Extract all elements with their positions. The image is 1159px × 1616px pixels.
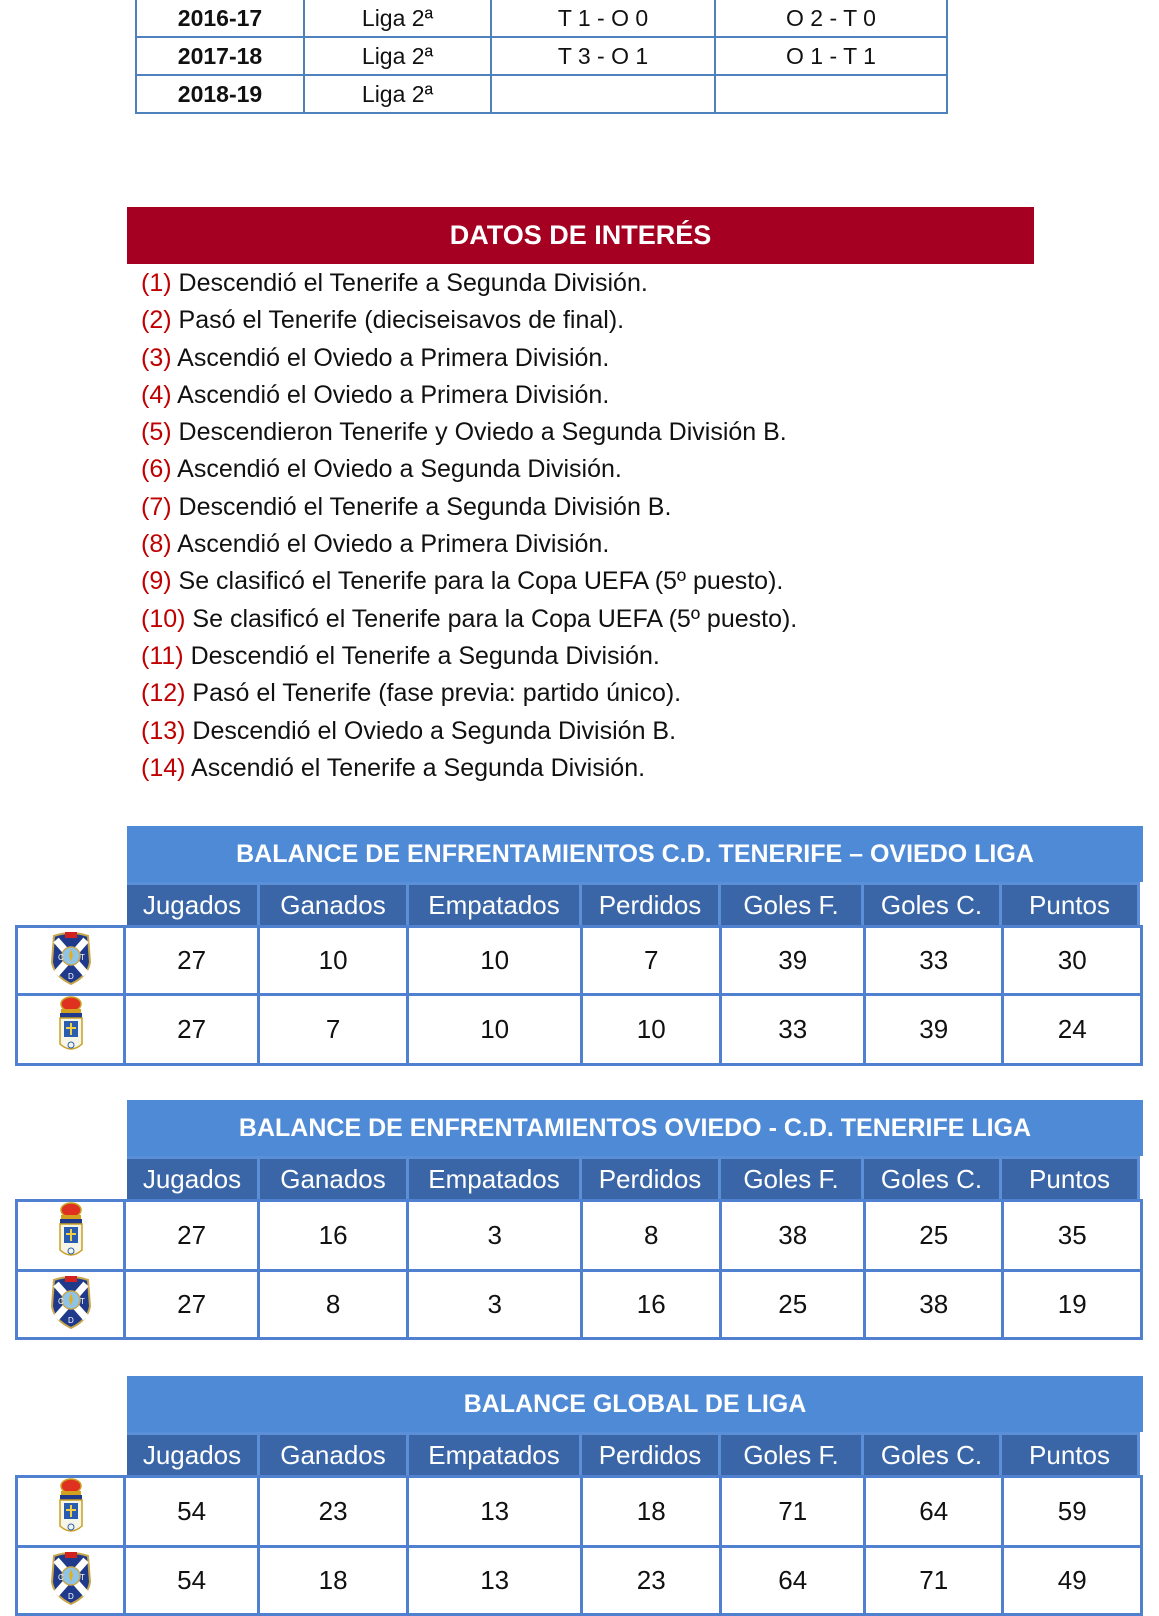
balance-value: 33 [864, 927, 1002, 995]
column-header: Jugados [127, 1432, 260, 1475]
balance-value: 23 [258, 1477, 408, 1547]
note-number: (7) [141, 492, 172, 521]
balance-value: 27 [125, 927, 258, 995]
home-result-cell [491, 75, 715, 113]
note-text: Ascendió el Oviedo a Primera División. [177, 380, 610, 409]
svg-text:C: C [57, 953, 64, 962]
column-header: Perdidos [582, 1432, 721, 1475]
note-item [141, 713, 797, 750]
note-item [141, 414, 797, 451]
seasons-table [135, 0, 948, 114]
note-item [141, 302, 797, 339]
note-text: Pasó el Tenerife (dieciseisavos de final). [178, 306, 625, 335]
notes-list [141, 265, 797, 787]
balance-value: 23 [581, 1547, 720, 1615]
balance-value: 49 [1003, 1547, 1142, 1615]
column-header: Goles F. [721, 882, 864, 925]
balance-value: 33 [721, 995, 865, 1065]
note-item [141, 340, 797, 377]
balance-table-global [15, 1376, 1143, 1601]
tenerife-crest-icon [48, 1548, 94, 1613]
note-text: Descendieron Tenerife y Oviedo a Segunda División B. [178, 418, 787, 447]
balance-value: 10 [258, 927, 408, 995]
balance-row [17, 995, 1142, 1065]
column-header: Puntos [1002, 1432, 1140, 1475]
balance-row [17, 1271, 1142, 1339]
tenerife-crest-icon [48, 928, 94, 993]
tenerife-crest-icon [48, 1272, 94, 1337]
balance-value: 39 [721, 927, 865, 995]
note-number: (14) [141, 753, 186, 782]
balance-value: 54 [125, 1477, 258, 1547]
season-cell: 2016-17 [136, 0, 304, 37]
balance-value: 64 [864, 1477, 1002, 1547]
note-number: (11) [141, 641, 184, 670]
balance-value: 10 [581, 995, 720, 1065]
balance-header-row [127, 1156, 1143, 1199]
note-text: Descendió el Tenerife a Segunda División. [178, 269, 648, 297]
home-result-cell: T 1 - O 0 [491, 0, 715, 37]
balance-row [17, 1477, 1142, 1547]
balance-header-row [127, 882, 1143, 925]
note-item [141, 563, 797, 600]
balance-value: 71 [864, 1547, 1002, 1615]
oviedo-crest-icon [56, 1202, 86, 1269]
balance-value: 13 [408, 1547, 582, 1615]
balance-title: BALANCE DE ENFRENTAMIENTOS OVIEDO - C.D. TENERIFE LIGA [127, 1100, 1143, 1156]
balance-value: 3 [408, 1271, 582, 1339]
svg-text:T: T [79, 1573, 85, 1582]
column-header: Perdidos [582, 882, 721, 925]
crest-cell [17, 1201, 125, 1271]
column-header: Ganados [260, 1432, 409, 1475]
note-text: Descendió el Tenerife a Segunda División. [190, 641, 660, 670]
season-row [136, 0, 947, 37]
note-number: (13) [141, 716, 186, 745]
column-header: Empatados [409, 1432, 582, 1475]
balance-value: 16 [581, 1271, 720, 1339]
note-item [141, 638, 797, 675]
column-header: Ganados [260, 1156, 409, 1199]
svg-text:T: T [79, 1297, 85, 1306]
season-row [136, 75, 947, 113]
note-text: Ascendió el Oviedo a Primera División. [177, 530, 610, 559]
balance-header-row [127, 1432, 1143, 1475]
balance-value: 18 [581, 1477, 720, 1547]
column-header: Goles C. [864, 1432, 1002, 1475]
crest-cell [17, 927, 125, 995]
svg-text:D: D [67, 1316, 74, 1325]
balance-table-oviedo-tenerife [15, 1100, 1143, 1325]
note-number: (10) [141, 604, 186, 633]
svg-text:D: D [67, 1592, 74, 1601]
column-header: Goles C. [864, 882, 1002, 925]
balance-value: 18 [258, 1547, 408, 1615]
balance-value: 27 [125, 1201, 258, 1271]
column-header: Goles C. [864, 1156, 1002, 1199]
balance-value: 24 [1003, 995, 1142, 1065]
note-number: (6) [141, 455, 172, 484]
league-cell: Liga 2ª [304, 0, 491, 37]
crest-cell [17, 1547, 125, 1615]
balance-value: 35 [1003, 1201, 1142, 1271]
note-text: Se clasificó el Tenerife para la Copa UEFA (5º puesto). [178, 567, 784, 596]
balance-value: 3 [408, 1201, 582, 1271]
home-result-cell: T 3 - O 1 [491, 37, 715, 75]
oviedo-crest-icon [56, 1478, 86, 1545]
balance-value: 25 [721, 1271, 865, 1339]
balance-value: 7 [581, 927, 720, 995]
column-header: Goles F. [721, 1156, 864, 1199]
balance-value: 59 [1003, 1477, 1142, 1547]
balance-title: BALANCE GLOBAL DE LIGA [127, 1376, 1143, 1432]
balance-body [15, 925, 1143, 1066]
balance-value: 39 [864, 995, 1002, 1065]
balance-value: 38 [864, 1271, 1002, 1339]
note-item [141, 489, 797, 526]
note-text: Ascendió el Oviedo a Primera División. [177, 343, 610, 372]
column-header: Empatados [409, 1156, 582, 1199]
balance-value: 71 [721, 1477, 865, 1547]
away-result-cell: O 2 - T 0 [715, 0, 947, 37]
column-header: Empatados [409, 882, 582, 925]
note-number: (5) [141, 418, 172, 447]
balance-value: 13 [408, 1477, 582, 1547]
note-text: Ascendió el Tenerife a Segunda División. [191, 753, 646, 782]
svg-text:T: T [79, 953, 85, 962]
note-item [141, 601, 797, 638]
league-cell: Liga 2ª [304, 37, 491, 75]
note-number: (9) [141, 567, 172, 596]
note-number: (3) [141, 343, 172, 372]
note-text: Se clasificó el Tenerife para la Copa UEFA (5º puesto). [192, 604, 798, 633]
balance-value: 8 [258, 1271, 408, 1339]
away-result-cell [715, 75, 947, 113]
note-item [141, 451, 797, 488]
svg-text:C: C [57, 1297, 64, 1306]
note-item [141, 377, 797, 414]
column-header: Puntos [1002, 1156, 1140, 1199]
balance-value: 54 [125, 1547, 258, 1615]
column-header: Goles F. [721, 1432, 864, 1475]
balance-row [17, 927, 1142, 995]
balance-value: 10 [408, 927, 582, 995]
balance-value: 10 [408, 995, 582, 1065]
balance-value: 38 [721, 1201, 865, 1271]
column-header: Jugados [127, 1156, 260, 1199]
balance-row [17, 1547, 1142, 1615]
datos-interes-banner: DATOS DE INTERÉS [127, 207, 1034, 264]
balance-value: 25 [864, 1201, 1002, 1271]
column-header: Perdidos [582, 1156, 721, 1199]
season-row [136, 37, 947, 75]
note-text: Descendió el Tenerife a Segunda División B. [178, 492, 672, 521]
balance-value: 27 [125, 995, 258, 1065]
note-number: (8) [141, 530, 172, 559]
season-cell: 2017-18 [136, 37, 304, 75]
balance-value: 7 [258, 995, 408, 1065]
note-number: (2) [141, 306, 172, 335]
balance-value: 16 [258, 1201, 408, 1271]
column-header: Jugados [127, 882, 260, 925]
note-number: (4) [141, 380, 172, 409]
balance-value: 19 [1003, 1271, 1142, 1339]
crest-cell [17, 1271, 125, 1339]
balance-value: 27 [125, 1271, 258, 1339]
balance-title: BALANCE DE ENFRENTAMIENTOS C.D. TENERIFE – OVIEDO LIGA [127, 826, 1143, 882]
note-number: (1) [141, 269, 172, 297]
oviedo-crest-icon [56, 996, 86, 1063]
note-item [141, 750, 797, 787]
column-header: Puntos [1002, 882, 1140, 925]
note-item [141, 526, 797, 563]
crest-cell [17, 1477, 125, 1547]
season-cell: 2018-19 [136, 75, 304, 113]
balance-value: 30 [1003, 927, 1142, 995]
balance-table-tenerife-oviedo [15, 826, 1143, 1051]
note-text: Pasó el Tenerife (fase previa: partido único). [192, 679, 682, 708]
note-text: Ascendió el Oviedo a Segunda División. [177, 455, 622, 484]
balance-row [17, 1201, 1142, 1271]
away-result-cell: O 1 - T 1 [715, 37, 947, 75]
balance-value: 8 [581, 1201, 720, 1271]
note-number: (12) [141, 679, 186, 708]
note-item [141, 675, 797, 712]
league-cell: Liga 2ª [304, 75, 491, 113]
balance-body [15, 1475, 1143, 1616]
note-item [141, 265, 797, 302]
balance-value: 64 [721, 1547, 865, 1615]
note-text: Descendió el Oviedo a Segunda División B. [192, 716, 677, 745]
column-header: Ganados [260, 882, 409, 925]
svg-text:D: D [67, 972, 74, 981]
balance-body [15, 1199, 1143, 1340]
crest-cell [17, 995, 125, 1065]
svg-text:C: C [57, 1573, 64, 1582]
